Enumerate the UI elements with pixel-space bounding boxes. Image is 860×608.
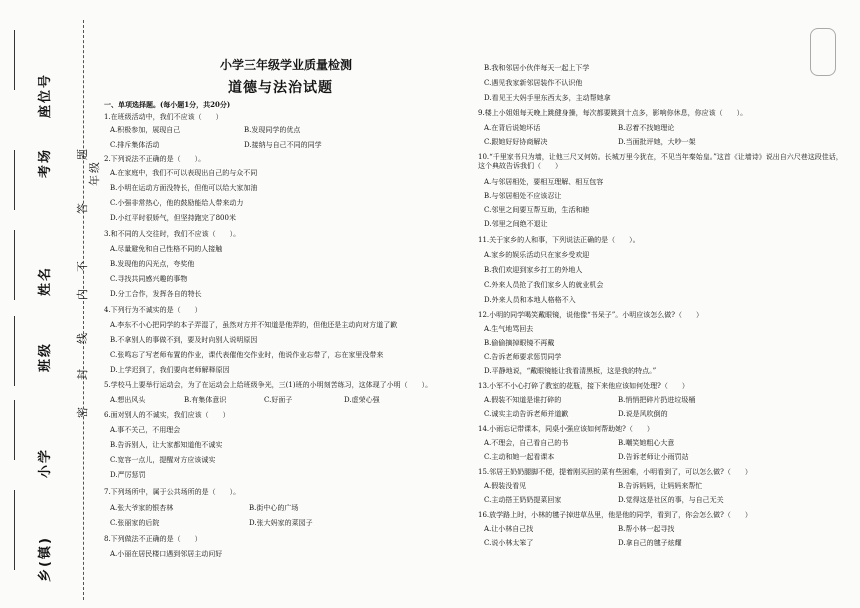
q14-option-b: B.嘲笑她粗心大意 [618, 439, 675, 447]
q10-stem: 10.“千里家书只为墙，让他三尺又何妨。长城万里今犹在，不见当年秦始皇。”这首《让墙诗》说出自六尺巷这段佳话，这个典故告诉我们（ ） [478, 153, 843, 170]
name-line [14, 230, 15, 300]
q4-option-c: C.张鸣忘了写老师布置的作业，课代表催他交作业时，他说作业忘带了，忘在家里没带来 [110, 351, 384, 359]
q1-option-b: B.发现同学的优点 [244, 126, 301, 134]
q2-option-d: D.小红平时很娇气，但坚持跑完了800米 [110, 214, 236, 222]
q8-option-a: A.小丽在居民楼口遇到邻居主动问好 [110, 550, 223, 558]
q14-option-a: A.不理会，自己看自己的书 [484, 439, 569, 447]
grade-label: 年级 [88, 160, 101, 186]
q3-option-c: C.寻找共同感兴趣的事物 [110, 275, 188, 283]
q16-option-a: A.让小林自己找 [484, 525, 534, 533]
q6-stem: 6.面对别人的不诚实，我们应该（ ） [104, 411, 230, 419]
seat-line [14, 30, 15, 90]
section-heading: 一、单项选择题。(每小题1分，共20分) [104, 100, 231, 109]
q6-option-b: B.告诉别人，让大家都知道他不诚实 [110, 441, 223, 449]
q3-option-a: A.尽量避免和自己性格不同的人接触 [110, 245, 223, 253]
q7-option-b: B.街中心的广场 [249, 504, 299, 512]
q11-stem: 11.关于家乡的人和事，下列说法正确的是（ ）。 [478, 236, 640, 244]
q9-option-a: A.在背后说她坏话 [484, 124, 541, 132]
q7-option-c: C.张丽家的后院 [110, 519, 160, 527]
q12-option-c: C.告诉老师要求惩罚同学 [484, 353, 562, 361]
q13-option-b: B.悄悄把碎片扔进垃圾桶 [618, 396, 696, 404]
seal-word-5: 线 [76, 331, 89, 344]
q10-option-c: C.邻里之间要互帮互助，生活和睦 [484, 206, 590, 214]
seal-word-6: 封 [76, 367, 89, 380]
q7-stem: 7.下列场所中，属于公共场所的是（ ）。 [104, 488, 241, 496]
q15-option-c: C.主动搭王奶奶提菜回家 [484, 496, 562, 504]
q2-option-b: B.小明在运动方面没特长，但他可以给大家加油 [110, 184, 258, 192]
binding-margin [0, 0, 101, 608]
q4-option-b: B.不拿别人的事做不到，要及时向别人说明原因 [110, 336, 258, 344]
q7-option-d: D.张大妈家的菜园子 [249, 519, 313, 527]
q15-option-b: B.告诉妈妈，让妈妈来帮忙 [618, 482, 703, 490]
q1-stem: 1.在班级活动中，我们不应该（ ） [104, 113, 223, 121]
name-label: 姓名 [38, 265, 53, 296]
q7-option-a: A.张大爷家的银杏林 [110, 504, 174, 512]
school-label: 小学 [38, 447, 53, 478]
q10-option-a: A.与邻居相处，要相互理解、相互包容 [484, 178, 604, 186]
q1-option-d: D.接纳与自己不同的同学 [244, 141, 322, 149]
q4-option-d: D.上学迟到了，我们要向老师解释原因 [110, 366, 230, 374]
q10-option-d: D.邻里之间绝不退让 [484, 220, 548, 228]
q14-stem: 14.小雨忘记带课本，同桌小强应该如何帮助她?（ ） [478, 425, 654, 433]
q5-option-d: D.虚荣心强 [344, 396, 380, 404]
q8-stem: 8.下列做法不正确的是（ ） [104, 535, 202, 543]
q8-option-d: D.看见王大妈手里东西太多，主动帮她拿 [484, 94, 611, 102]
q13-option-d: D.说是风吹倒的 [618, 410, 668, 418]
q11-option-b: B.我们欢迎到家乡打工的外地人 [484, 266, 583, 274]
seal-word-2: 答 [76, 201, 89, 214]
q2-stem: 2.下列说法不正确的是（ ）。 [104, 155, 206, 163]
school-line [14, 400, 15, 460]
q9-stem: 9.楼上小姐姐每天晚上跳健身操，每次都要跳到十点多，影响你休息，你应该（ ）。 [478, 109, 748, 117]
q13-option-c: C.诚实主动告诉老师并道歉 [484, 410, 569, 418]
q15-stem: 15.邻居王奶奶腿脚不便，提着刚买回的菜有些困难，小明看到了，可以怎么做?（ ） [478, 468, 752, 476]
seal-word-3: 不 [76, 259, 89, 272]
seal-word-1: 题 [76, 147, 89, 160]
q11-option-c: C.外来人员抢了我们家乡人的就业机会 [484, 281, 604, 289]
q13-stem: 13.小军不小心打碎了教室的花瓶，接下来他应该如何处理?（ ） [478, 382, 689, 390]
town-label: 乡(镇) [38, 536, 53, 582]
q11-option-d: D.外来人员和本地人格格不入 [484, 296, 576, 304]
exam-room-line [14, 150, 15, 210]
seal-dashed-line [83, 20, 84, 600]
q3-stem: 3.和不同的人交往时，我们不应该（ ）。 [104, 230, 241, 238]
q16-option-d: D.拿自己的毽子炫耀 [618, 539, 682, 547]
q4-option-a: A.李东不小心把同学的本子弄湿了，虽然对方并不知道是他弄的，但他还是主动向对方道了歉 [110, 321, 398, 329]
q12-stem: 12.小明的同学喝笑戴眼镜，说他像“书呆子”。小明应该怎么做?（ ） [478, 311, 704, 319]
q6-option-a: A.事不关己，不用理会 [110, 426, 181, 434]
class-label: 班级 [38, 341, 53, 372]
q12-option-a: A.生气地骂回去 [484, 325, 534, 333]
q13-option-a: A.假装不知道是谁打碎的 [484, 396, 562, 404]
exam-room-label: 考场 [38, 147, 53, 178]
q14-option-d: D.告诉老师让小雨罚站 [618, 453, 689, 461]
q9-option-c: C.跟她好好协商解决 [484, 138, 548, 146]
q10-option-b: B.与邻居相处不应该忍让 [484, 192, 562, 200]
q16-stem: 16.放学路上时，小林的毽子掉进草丛里，他是他的同学，看到了，你会怎么做?（ ） [478, 511, 752, 519]
seal-word-7: 密 [76, 405, 89, 418]
q12-option-b: B.偷偷摘掉眼镜不再戴 [484, 339, 555, 347]
seal-word-4: 内 [76, 287, 89, 300]
q3-option-d: D.分工合作，发挥各自的特长 [110, 290, 202, 298]
q16-option-b: B.帮小林一起寻找 [618, 525, 675, 533]
q6-option-d: D.严厉惩罚 [110, 471, 146, 479]
q5-option-c: C.好面子 [264, 396, 293, 404]
q12-option-d: D.平静地说，“戴眼镜能让我看清黑板，这是我的特点。” [484, 367, 657, 375]
exam-title: 小学三年级学业质量检测 [220, 58, 353, 72]
q5-option-a: A.想出风头 [110, 396, 146, 404]
corner-stamp-mark [810, 28, 836, 76]
q6-option-c: C.宽容一点儿，提醒对方应该诚实 [110, 456, 216, 464]
q2-option-a: A.在家庭中，我们不可以表现出自己的与众不同 [110, 169, 258, 177]
q1-option-a: A.积极参加，展现自己 [110, 126, 181, 134]
q3-option-b: B.发现他的闪光点，夸奖他 [110, 260, 195, 268]
q5-option-b: B.有集体意识 [184, 396, 227, 404]
q8-option-c: C.遇见我家新邻居装作不认识他 [484, 79, 583, 87]
q4-stem: 4.下列行为不诚实的是（ ） [104, 306, 202, 314]
q11-option-a: A.家乡的娱乐活动只在家乡受欢迎 [484, 251, 590, 259]
q8-option-b: B.我和邻居小伙伴每天一起上下学 [484, 64, 590, 72]
town-line [14, 490, 15, 570]
q14-option-c: C.主动和她一起看课本 [484, 453, 555, 461]
seat-label: 座位号 [38, 72, 53, 118]
q5-stem: 5.学校马上要举行运动会，为了在运动会上给班级争光，三(1)班的小明刻苦练习，这体现了小明（ ）。 [104, 381, 433, 389]
q15-option-d: D.觉得这是社区的事，与自己无关 [618, 496, 724, 504]
q16-option-c: C.说小林太笨了 [484, 539, 534, 547]
q1-option-c: C.排斥集体活动 [110, 141, 160, 149]
q9-option-d: D.当面批评她，大吵一架 [618, 138, 696, 146]
exam-subtitle: 道德与法治试题 [228, 80, 333, 96]
class-line [14, 316, 15, 386]
q9-option-b: B.忍着不找她理论 [618, 124, 675, 132]
q15-option-a: A.假装没看见 [484, 482, 527, 490]
q2-option-c: C.小强非常热心，他的鼓励能给人带来动力 [110, 199, 244, 207]
